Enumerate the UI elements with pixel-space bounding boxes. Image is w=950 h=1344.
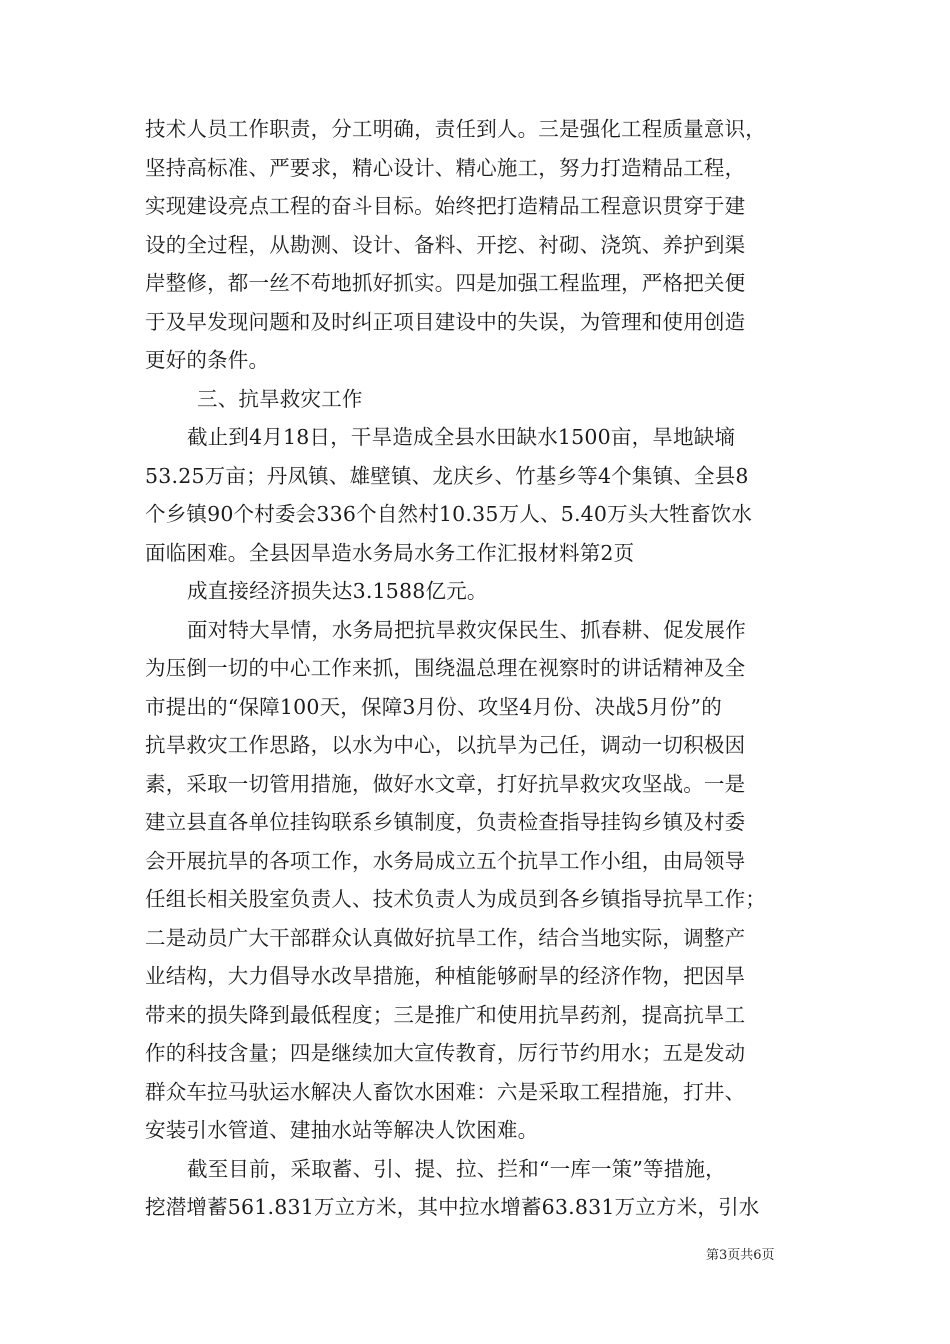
text-line: 市提出的“保障100天，保障3月份、攻坚4月份、决战5月份”的	[145, 694, 722, 719]
text-line: 会开展抗旱的各项工作，水务局成立五个抗旱工作小组，由局领导	[145, 848, 746, 873]
text-line: 实现建设亮点工程的奋斗目标。始终把打造精品工程意识贯穿于建	[145, 194, 746, 218]
text-line: 素，采取一切管用措施，做好水文章，打好抗旱救灾攻坚战。一是	[145, 771, 746, 796]
text-line: 安装引水管道、建抽水站等解决人饮困难。	[145, 1118, 539, 1142]
text-line: 个乡镇90个村委会336个自然村10.35万人、5.40万头大牲畜饮水	[145, 502, 753, 526]
page-number: 第3页共6页	[706, 1248, 775, 1263]
document-body	[145, 110, 817, 1227]
text-line: 为压倒一切的中心工作来抓，围绕温总理在视察时的讲话精神及全	[145, 656, 746, 680]
text-line: 抗旱救灾工作思路，以水为中心，以抗旱为己任，调动一切积极因	[145, 733, 746, 757]
text-line: 岸整修，都一丝不苟地抓好抓实。四是加强工程监理，严格把关便	[145, 271, 746, 295]
text-line: 二是动员广大干部群众认真做好抗旱工作，结合当地实际，调整产	[145, 925, 746, 950]
text-line: 面临困难。全县因旱造水务局水务工作汇报材料第2页	[145, 540, 635, 565]
text-line: 作的科技含量；四是继续加大宣传教育，厉行节约用水；五是发动	[145, 1041, 746, 1065]
text-line: 53.25万亩；丹凤镇、雄壁镇、龙庆乡、竹基乡等4个集镇、全县8	[145, 463, 749, 488]
text-line: 坚持高标准、严要求，精心设计、精心施工，努力打造精品工程，	[145, 155, 746, 180]
text-line: 带来的损失降到最低程度；三是推广和使用抗旱药剂，提高抗旱工	[145, 1002, 746, 1027]
text-line: 截止到4月18日，干旱造成全县水田缺水1500亩，旱地缺墒	[187, 425, 736, 449]
text-line: 群众车拉马驮运水解决人畜饮水困难：六是采取工程措施，打井、	[145, 1079, 746, 1104]
text-line: 任组长相关股室负责人、技术负责人为成员到各乡镇指导抗旱工作；	[145, 887, 766, 911]
text-line: 面对特大旱情，水务局把抗旱救灾保民生、抓春耕、促发展作	[187, 617, 746, 642]
text-line: 截至目前，采取蓄、引、提、拉、拦和“一库一策”等措施，	[187, 1156, 726, 1181]
text-line: 业结构，大力倡导水改旱措施，种植能够耐旱的经济作物，把因旱	[145, 964, 746, 988]
text-line: 设的全过程，从勘测、设计、备料、开挖、衬砌、浇筑、养护到渠	[145, 232, 746, 257]
text-line: 于及早发现问题和及时纠正项目建设中的失误，为管理和使用创造	[145, 309, 746, 334]
text-line: 挖潜增蓄561.831万立方米，其中拉水增蓄63.831万立方米，引水	[145, 1195, 760, 1219]
text-line: 技术人员工作职责，分工明确，责任到人。三是强化工程质量意识，	[145, 117, 766, 141]
text-line: 建立县直各单位挂钩联系乡镇制度，负责检查指导挂钩乡镇及村委	[145, 810, 746, 834]
text-line: 更好的条件。	[145, 348, 270, 372]
text-line: 成直接经济损失达3.1588亿元。	[187, 579, 488, 603]
section-heading: 三、抗旱救灾工作	[197, 386, 363, 411]
